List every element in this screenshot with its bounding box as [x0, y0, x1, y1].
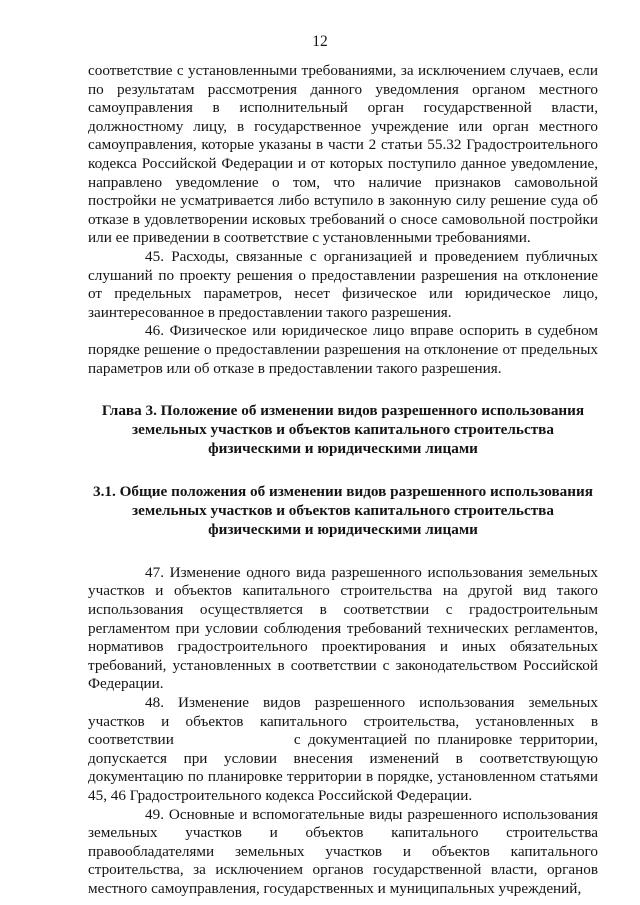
paragraph-45: 45. Расходы, связанные с организацией и проведением публичных слушаний по проекту решения о предоставлении разрешения на отклонение от предельных параметров, несет физическое или юридическое лицо, заинтересованное в предоставлении такого разрешения.: [88, 247, 598, 321]
paragraph-continued: соответствие с установленными требованиями, за исключением случаев, если по результатам рассмотрения данного уведомления органом местного самоуправления в исполнительный орган государственной власти, должностному лицу, в государственное учреждение или орган местного самоуправления, которые указаны в части 2 статьи 55.32 Градостроительного кодекса Российской Федерации и от которых поступило данное уведомление, направлено уведомление о том, что наличие признаков самовольной постройки не усматривается либо вступило в законную силу решение суда об отказе в удовлетворении исковых требований о сносе самовольной постройки или ее приведении в соответствие с установленными требованиями.: [88, 62, 598, 247]
section-heading: 3.1. Общие положения об изменении видов разрешенного использования земельных участков и объектов капитального строительства физическими и юридическими лицами: [93, 483, 593, 539]
document-body: [88, 62, 598, 899]
paragraph-49: 49. Основные и вспомогательные виды разрешенного использования земельных участков и объектов капитального строительства правообладателями земельных участков и объектов капитального строительства, за исключением органов государственной власти, органов местного самоуправления, государственных и муниципальных учреждений,: [88, 805, 598, 897]
paragraph-48-part-2: с документацией по планировке территории, допускается при условии внесения изменений в соответствующую документацию по планировке территории в порядке, установленном статьями 45, 46 Градостроительного кодекса Российской Федерации.: [88, 731, 598, 804]
paragraph-48: [88, 694, 598, 806]
page-number: 12: [312, 33, 328, 50]
paragraph-48-part-1: 48. Изменение видов разрешенного использования земельных участков и объектов капитального строительства, установленных в соответствии: [88, 694, 598, 749]
paragraph-47: 47. Изменение одного вида разрешенного использования земельных участков и объектов капитального строительства на другой вид такого использования осуществляется в соответствии с градостроительным регламентом при условии соблюдения требований технических регламентов, нормативов градостроительного проектирования и иных обязательных требований, установленных в соответствии с законодательством Российской Федерации.: [88, 563, 598, 693]
chapter-heading: Глава 3. Положение об изменении видов разрешенного использования земельных участков и объектов капитального строительства физическими и юридическими лицами: [101, 402, 585, 457]
paragraph-46: 46. Физическое или юридическое лицо вправе оспорить в судебном порядке решение о предоставлении разрешения на отклонение от предельных параметров или об отказе в предоставлении такого разрешения.: [88, 322, 598, 377]
